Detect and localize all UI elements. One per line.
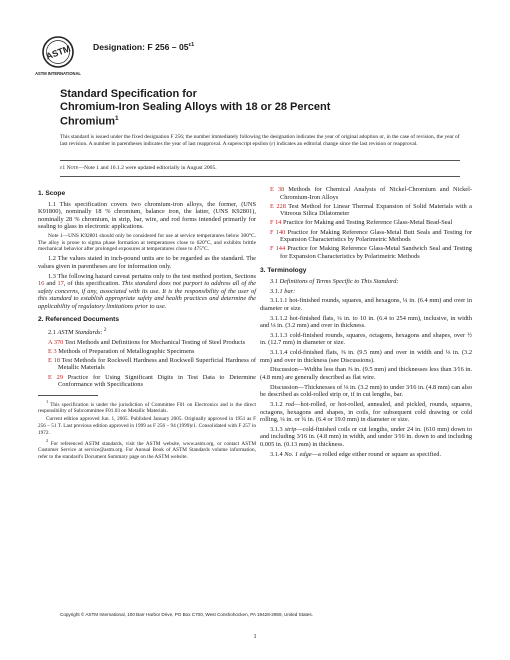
document-title [60, 88, 460, 128]
reference-link[interactable]: E 3 [48, 347, 57, 355]
section-link-17[interactable]: 17 [57, 280, 64, 288]
reference-list-left [38, 339, 256, 389]
paragraph-1-3-text: , of this specification. [63, 280, 122, 288]
editorial-note [60, 165, 460, 172]
section-heading-terminology: 3. Terminology [260, 267, 307, 275]
reference-title: Methods of Preparation of Metallographic Specimens [56, 347, 195, 355]
footnote-1-text: This specification is under the jurisdiction of Committee F01 on Electronics and is the direct responsibility of Subcommittee F01.03 on Metallic Materials. [38, 401, 257, 415]
reference-link[interactable]: E 18 [48, 356, 61, 364]
term-strip: strip [284, 425, 297, 433]
epsilon-marker: ε1 [60, 165, 66, 171]
reference-title: Practice for Using Significant Digits in Test Data to Determine Conformance with Specifications [58, 373, 256, 389]
discussion-1: Discussion—Widths less than ⅜ in. (9.5 mm) and thicknesses less than 3⁄16 in. (4.8 mm) are generally described as flat wire. [260, 366, 472, 381]
section-heading-scope: 1. Scope [38, 190, 66, 197]
paragraph-3-1-3 [260, 426, 472, 449]
astm-logo [35, 34, 81, 78]
divider [60, 176, 460, 177]
reference-link[interactable]: F 144 [270, 245, 286, 253]
reference-title: Practice for Making Reference Glass-Metal Sandwich Seal and Testing for Expansion Characteristics by Polarimetric Methods [280, 245, 472, 260]
paragraph-3-1-1-3: 3.1.1.3 cold-finished rounds, squares, octagons, hexagons and shapes, over ½ in. (12.7 mm) in diameter or size. [260, 331, 472, 347]
footnote-1: $^1$ This specification is under the jurisdiction of Committee F01 on Electronics and is the direct responsibility of Subcommittee F01.03 on Metallic Materials. [38, 398, 257, 415]
definitions-label: 3.1 Definitions of Terms Specific to This Standard: [270, 277, 399, 285]
page-number: 1 [253, 633, 257, 640]
note-label: Note [66, 165, 79, 171]
reference-link[interactable]: F 140 [270, 228, 286, 236]
footnote-1-current: Current edition approved Jun. 1, 2005. Published January 2005. Originally approved in 1951 as F 256 – 51 T. Last previous edition approved in 1999 as F 256 – 94 (1999)ε1. Consolidated with F 257 in 1972. [38, 416, 256, 436]
svg-text:ASTM: ASTM [44, 43, 72, 62]
designation [93, 42, 194, 52]
paragraph-3-1-1 [260, 288, 472, 296]
paragraph-2-1 [38, 327, 256, 337]
footnote-2-text: For referenced ASTM standards, visit the ASTM website, www.astm.org, or contact ASTM Customer Service at service@astm.org. For Annual Book of ASTM Standards volume information, refer to the standard's Document Summary page on the ASTM website. [38, 440, 257, 460]
footnotes [38, 399, 256, 461]
term-no1-edge: No. 1 edge [284, 450, 312, 458]
divider [60, 160, 460, 161]
paragraph-3-1-3-number: 3.1.3 [270, 425, 285, 433]
paragraph-3-1-2 [260, 401, 472, 424]
reference-link[interactable]: E 29 [48, 373, 63, 381]
paragraph-1-2: 1.2 The values stated in inch-pound units are to be regarded as the standard. The values given in parentheses are for information only. [38, 255, 256, 270]
paragraph-3-1-4 [260, 451, 472, 459]
designation-text: Designation: F 256 – 05 [93, 42, 189, 52]
reference-link[interactable]: E 228 [270, 202, 286, 210]
reference-item [270, 203, 472, 218]
copyright-notice: Copyright © ASTM International, 100 Barr Harbor Drive, PO Box C700, West Conshohocken, PA 19428-2959, United States. [60, 612, 313, 617]
reference-item [48, 374, 256, 389]
note-1: Note 1—UNS K92801 should only be considered for use at service temperatures below 300°C. The alloy is prone to sigma phase formation at temperatures close to 620°C, and exhibits brittle mechanical behavior after prolonged exposures at temperatures close to 475°C. [38, 232, 256, 253]
logo-text: ASTM INTERNATIONAL [35, 71, 81, 76]
reference-item [48, 348, 256, 356]
reference-list-right [260, 186, 472, 260]
title-line-2: Chromium-Iron Sealing Alloys with 18 or 28 Percent [60, 100, 331, 113]
reference-item [270, 245, 472, 260]
reference-title: Practice for Making Reference Glass-Metal Butt Seals and Testing for Expansion Characteristics by Polarimetric Methods [280, 228, 472, 244]
editorial-note-text: —Note 1 and 16.1.2 were updated editorially in August 2005. [78, 165, 217, 171]
section-link-16[interactable]: 16 [38, 280, 45, 288]
paragraph-3-1-2-text: —hot-rolled, or hot-rolled, annealed, and pickled, rounds, squares, octagons, hexagons and shapes, in coils, for subsequent cold drawing or cold rolling, ¼ in. or ¾ in. (6.4 or 19.0 mm) in diameter or size. [260, 401, 472, 424]
paragraph-3-1-1-1: 3.1.1.1 hot-finished rounds, squares, and hexagons, ¼ in. (6.4 mm) and over in diameter or size. [260, 297, 472, 312]
designation-superscript: ε1 [188, 42, 195, 49]
reference-link[interactable]: A 370 [48, 338, 64, 346]
discussion-2: Discussion—Thicknesses of ⅛ in. (3.2 mm) to under 3⁄16 in. (4.8 mm) can also be described as cold-rolled strip or, if in cut lengths, bar. [260, 383, 472, 399]
paragraph-1-3-text: 1.3 The following hazard caveat pertains only to the test method portion, Sections [48, 272, 256, 280]
section-heading-references: 2. Referenced Documents [38, 316, 119, 324]
safety-caveat: This standard does not purport to address all of the safety concerns, if any, associated with its use. It is the responsibility of the user of this standard to establish appropriate safety and health practices and determine the applicability of regulatory limitations prior to use. [38, 280, 256, 310]
footnote-divider [38, 395, 98, 396]
term-rod: rod [285, 401, 295, 408]
issuance-statement: This standard is issued under the fixed designation F 256; the number immediately following the designation indicates the year of original adoption or, in the case of revision, the year of last revision. A number in parentheses indicates the year of last reapproval. A superscript epsilon (ε) indicates an editorial change since the last revision or reapproval. [60, 134, 460, 148]
paragraph-3-1-4-text: —a rolled edge either round or square as specified. [311, 450, 442, 458]
reference-item [270, 186, 472, 201]
reference-title: Test Method for Linear Thermal Expansion of Solid Materials with a Vitreous Silica Dilatometer [280, 202, 472, 218]
paragraph-3-1-4-number: 3.1.4 [270, 450, 285, 458]
title-line-3: Chromium [60, 115, 115, 128]
reference-item [48, 339, 256, 347]
paragraph-3-1-3-text: —cold-finished coils or cut lengths, under 24 in. (610 mm) down to and including 3⁄16 in. (4.8 mm) in width, and under 3⁄16 in. down to and including 0.005 in. (0.13 mm) in thickness. [260, 425, 472, 448]
reference-title: Test Methods and Definitions for Mechanical Testing of Steel Products [63, 338, 246, 346]
reference-title: Methods for Chemical Analysis of Nickel-Chromium and Nickel-Chromium-Iron Alloys [280, 186, 472, 201]
paragraph-3-1-2-number: 3.1.2 [270, 401, 286, 408]
paragraph-1-1: 1.1 This specification covers two chromium-iron alloys, the former, (UNS K91800), nominally 18 % chromium, balance iron, the latter, (UNS K92801), nominally 28 % chromium, in strip, bar, wire, and rod forms intended primarily for sealing to glass in electronic applications. [38, 200, 256, 231]
reference-link[interactable]: E 38 [270, 186, 285, 193]
paragraph-1-3 [38, 273, 256, 311]
paragraph-3-1-1-4: 3.1.1.4 cold-finished flats, ⅜ in. (9.5 mm) and over in width and ⅛ in. (3.2 mm) and over in thickness (see Discussions). [260, 349, 472, 364]
reference-link[interactable]: F 14 [270, 219, 282, 227]
reference-item [270, 229, 472, 244]
paragraph-3-1 [260, 278, 472, 286]
left-column [38, 186, 256, 462]
paragraph-2-1-number: 2.1 [48, 328, 58, 336]
title-line-1: Standard Specification for [60, 88, 197, 100]
reference-title: Practice for Making and Testing Reference Glass-Metal Bead-Seal [281, 219, 453, 227]
reference-title: Test Methods for Rockwell Hardness and Rockwell Superficial Hardness of Metallic Materials [58, 356, 256, 372]
footnote-2: $^2$ For referenced ASTM standards, visit the ASTM website, www.astm.org, or contact ASTM Customer Service at service@astm.org. For Annual Book of ASTM Standards volume information, refer to the standard's Document Summary page on the ASTM website. [38, 438, 257, 460]
astm-standards-label: ASTM Standards: [57, 328, 103, 336]
reference-item [48, 357, 256, 372]
astm-logo-icon [35, 34, 81, 78]
footnote-marker-2: 2 [102, 326, 107, 333]
reference-item [270, 219, 472, 227]
right-column [260, 186, 472, 460]
title-footnote-marker: 1 [115, 115, 119, 123]
term-bar: 3.1.1 bar: [270, 287, 296, 295]
paragraph-3-1-1-2: 3.1.1.2 hot-finished flats, ¼ in. to 10 in. (6.4 to 254 mm), inclusive, in width and ⅛ in. (3.2 mm) and over in thickness. [260, 314, 472, 330]
paragraph-1-3-text: and [44, 280, 58, 288]
